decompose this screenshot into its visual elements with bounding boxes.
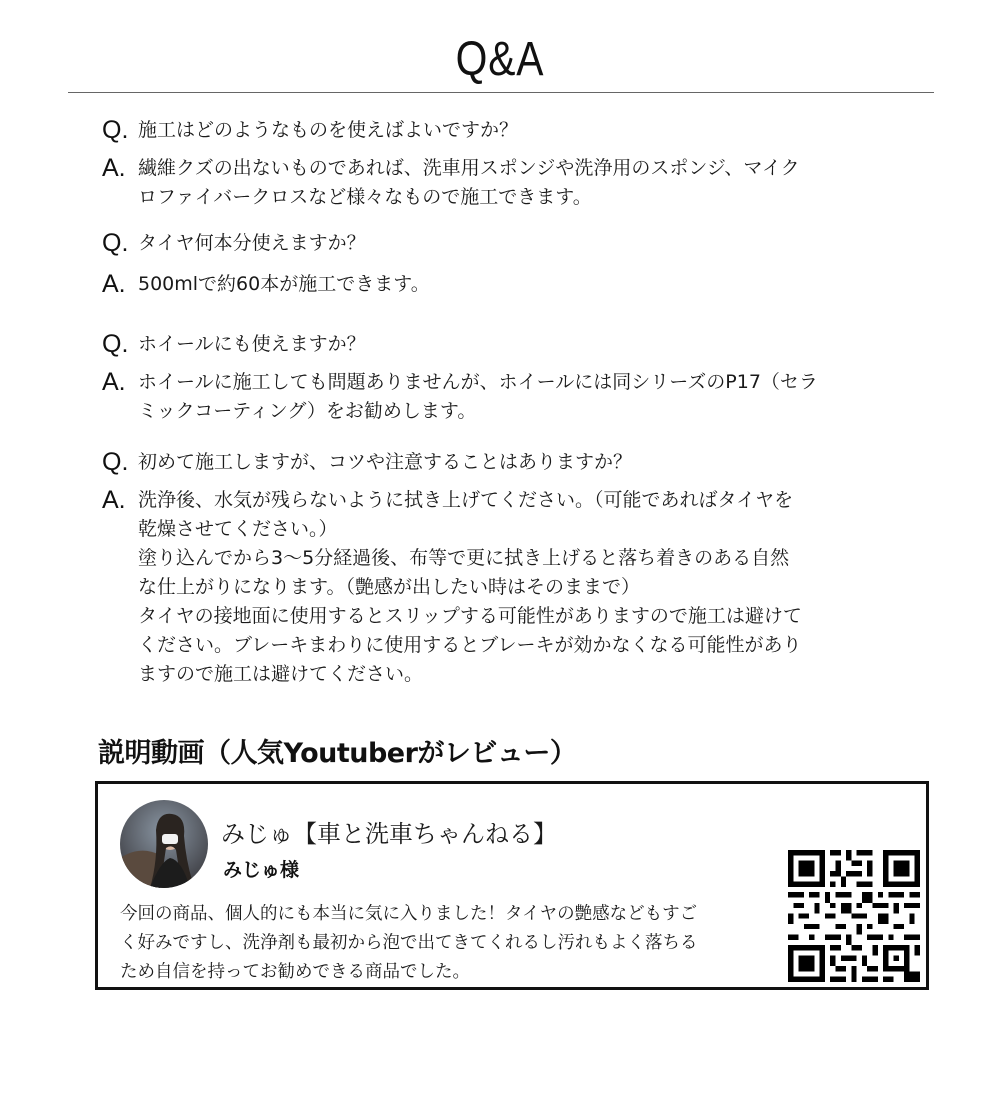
review-card [95,781,929,990]
reviewer-name: みじゅ様 [223,859,300,881]
question-row [102,448,922,477]
review-text: 今回の商品、個人的にも本当に気に入りました！タイヤの艶感などもすご く好みですし、洗浄剤も最初から泡で出てきてくれるし汚れもよく落ちる ため自信を持ってお勧めできる商品でした。 [120,904,698,982]
avatar [120,800,208,888]
answer-row [102,154,922,212]
question-row [102,330,922,359]
qa-item [102,330,922,426]
answer-text: 洗浄後、水気が残らないように拭き上げてください。（可能であればタイヤを 乾燥させてください。） 塗り込んでから3〜5分経過後、布等で更に拭き上げると落ち着きのある自然 な仕上がりになります。（艶感が出したい時はそのままで） タイヤの接地面に使用するとスリップする可能性がありますので施工は避けて ください。ブレーキまわりに使用するとブレーキが効かなくなる可能性があり ますので施工は避けてください。 [138,489,802,685]
question-marker: Q. [102,330,129,358]
question-text: 施工はどのようなものを使えばよいですか？ [138,119,519,141]
question-marker: Q. [102,229,129,257]
qa-item [102,448,922,689]
qa-item [102,116,922,212]
question-text: ホイールにも使えますか？ [138,333,366,355]
question-text: タイヤ何本分使えますか？ [138,232,366,254]
question-marker: Q. [102,116,129,144]
answer-text: 500mlで約60本が施工できます。 [138,273,430,295]
question-text: 初めて施工しますが、コツや注意することはありますか？ [138,451,633,473]
page-title: Q&A [455,33,545,86]
answer-text: 繊維クズの出ないものであれば、洗車用スポンジや洗浄用のスポンジ、マイク ロファイバークロスなど様々なもので施工できます。 [138,157,800,208]
title-divider [68,92,934,93]
question-marker: Q. [102,448,129,476]
answer-text: ホイールに施工しても問題ありませんが、ホイールには同シリーズのP17（セラ ミックコーティング）をお勧めします。 [138,371,818,422]
answer-marker: A. [102,368,126,396]
question-row [102,116,922,145]
avatar-photo [120,800,208,888]
question-row [102,229,922,258]
qa-item [102,229,922,299]
channel-name: みじゅ【車と洗車ちゃんねる】 [221,820,557,848]
answer-marker: A. [102,486,126,514]
qr-code-icon[interactable] [788,850,920,982]
answer-row [102,368,922,426]
video-section-heading: 説明動画（人気Youtuberがレビュー） [98,738,577,769]
answer-row [102,270,922,299]
answer-marker: A. [102,154,126,182]
answer-row [102,486,922,689]
answer-marker: A. [102,270,126,298]
